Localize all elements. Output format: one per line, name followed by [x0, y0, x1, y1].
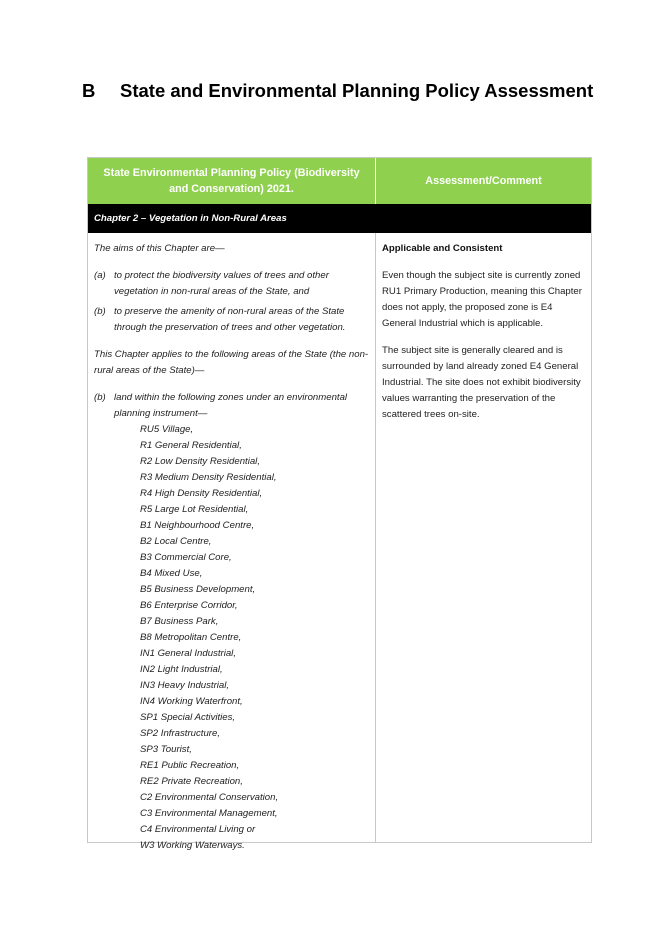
zone-list-item: R1 General Residential, [140, 440, 242, 451]
zone-list-item: C2 Environmental Conservation, [140, 792, 279, 803]
zone-list-item: C3 Environmental Management, [140, 808, 278, 819]
zone-list-item: IN1 General Industrial, [140, 648, 236, 659]
zones-list [94, 422, 371, 854]
zone-list-item: B7 Business Park, [140, 616, 219, 627]
zone-list-item: B6 Enterprise Corridor, [140, 600, 238, 611]
policy-text-cell [88, 233, 376, 851]
zone-list-item: B3 Commercial Core, [140, 552, 232, 563]
zone-list-item: IN2 Light Industrial, [140, 664, 223, 675]
section-heading [82, 80, 593, 102]
assessment-paragraph: The subject site is generally cleared and is surrounded by land already zoned E4 General Industrial. The site does not exhibit biodiversity values warranting the preservation of the scattered trees on-site. [382, 345, 581, 420]
zone-list-item: RE2 Private Recreation, [140, 776, 243, 787]
zone-list-item: R2 Low Density Residential, [140, 456, 260, 467]
assessment-table [87, 157, 592, 851]
zone-list-item: B1 Neighbourhood Centre, [140, 520, 255, 531]
zone-list-item: B2 Local Centre, [140, 536, 212, 547]
header-policy: State Environmental Planning Policy (Biodiversity and Conservation) 2021. [88, 158, 376, 204]
applies-intro: This Chapter applies to the following areas of the State (the non-rural areas of the State)— [94, 349, 369, 376]
zone-list-item: SP3 Tourist, [140, 744, 192, 755]
zones-label: (b) [94, 392, 106, 403]
zones-item [94, 390, 371, 422]
zone-list-item: R5 Large Lot Residential, [140, 504, 249, 515]
table-body-row [88, 233, 591, 851]
zone-list-item: R4 High Density Residential, [140, 488, 263, 499]
aim-label: (b) [94, 306, 106, 317]
zone-list-item: B8 Metropolitan Centre, [140, 632, 242, 643]
zone-list-item: IN4 Working Waterfront, [140, 696, 243, 707]
assessment-cell [376, 233, 591, 842]
zone-list-item: SP2 Infrastructure, [140, 728, 220, 739]
zone-list-item: B4 Mixed Use, [140, 568, 203, 579]
zone-list-item: B5 Business Development, [140, 584, 256, 595]
aim-item [94, 304, 371, 336]
assessment-status: Applicable and Consistent [382, 243, 503, 254]
zone-list-item: IN3 Heavy Industrial, [140, 680, 230, 691]
section-letter: B [82, 80, 96, 101]
aim-item [94, 268, 371, 300]
aim-text: to protect the biodiversity values of trees and other vegetation in non-rural areas of the State, and [114, 270, 329, 297]
zone-list-item: RE1 Public Recreation, [140, 760, 240, 771]
section-title: State and Environmental Planning Policy Assessment [120, 80, 594, 101]
chapter-row: Chapter 2 – Vegetation in Non-Rural Areas [88, 204, 591, 233]
assessment-paragraph: Even though the subject site is currently zoned RU1 Primary Production, meaning this Chapter does not apply, the proposed zone is E4 General Industrial which is applicable. [382, 270, 582, 329]
aim-text: to preserve the amenity of non-rural areas of the State through the preservation of trees and other vegetation. [114, 306, 346, 333]
zone-list-item: W3 Working Waterways. [140, 840, 245, 851]
zone-list-item: RU5 Village, [140, 424, 194, 435]
zone-list-item: SP1 Special Activities, [140, 712, 236, 723]
zone-list-item: R3 Medium Density Residential, [140, 472, 277, 483]
zones-text: land within the following zones under an environmental planning instrument— [114, 392, 348, 419]
zone-list-item: C4 Environmental Living or [140, 824, 256, 835]
table-header-row [88, 158, 591, 204]
aim-label: (a) [94, 270, 106, 281]
header-assessment: Assessment/Comment [425, 175, 542, 187]
aims-intro: The aims of this Chapter are— [94, 243, 225, 254]
